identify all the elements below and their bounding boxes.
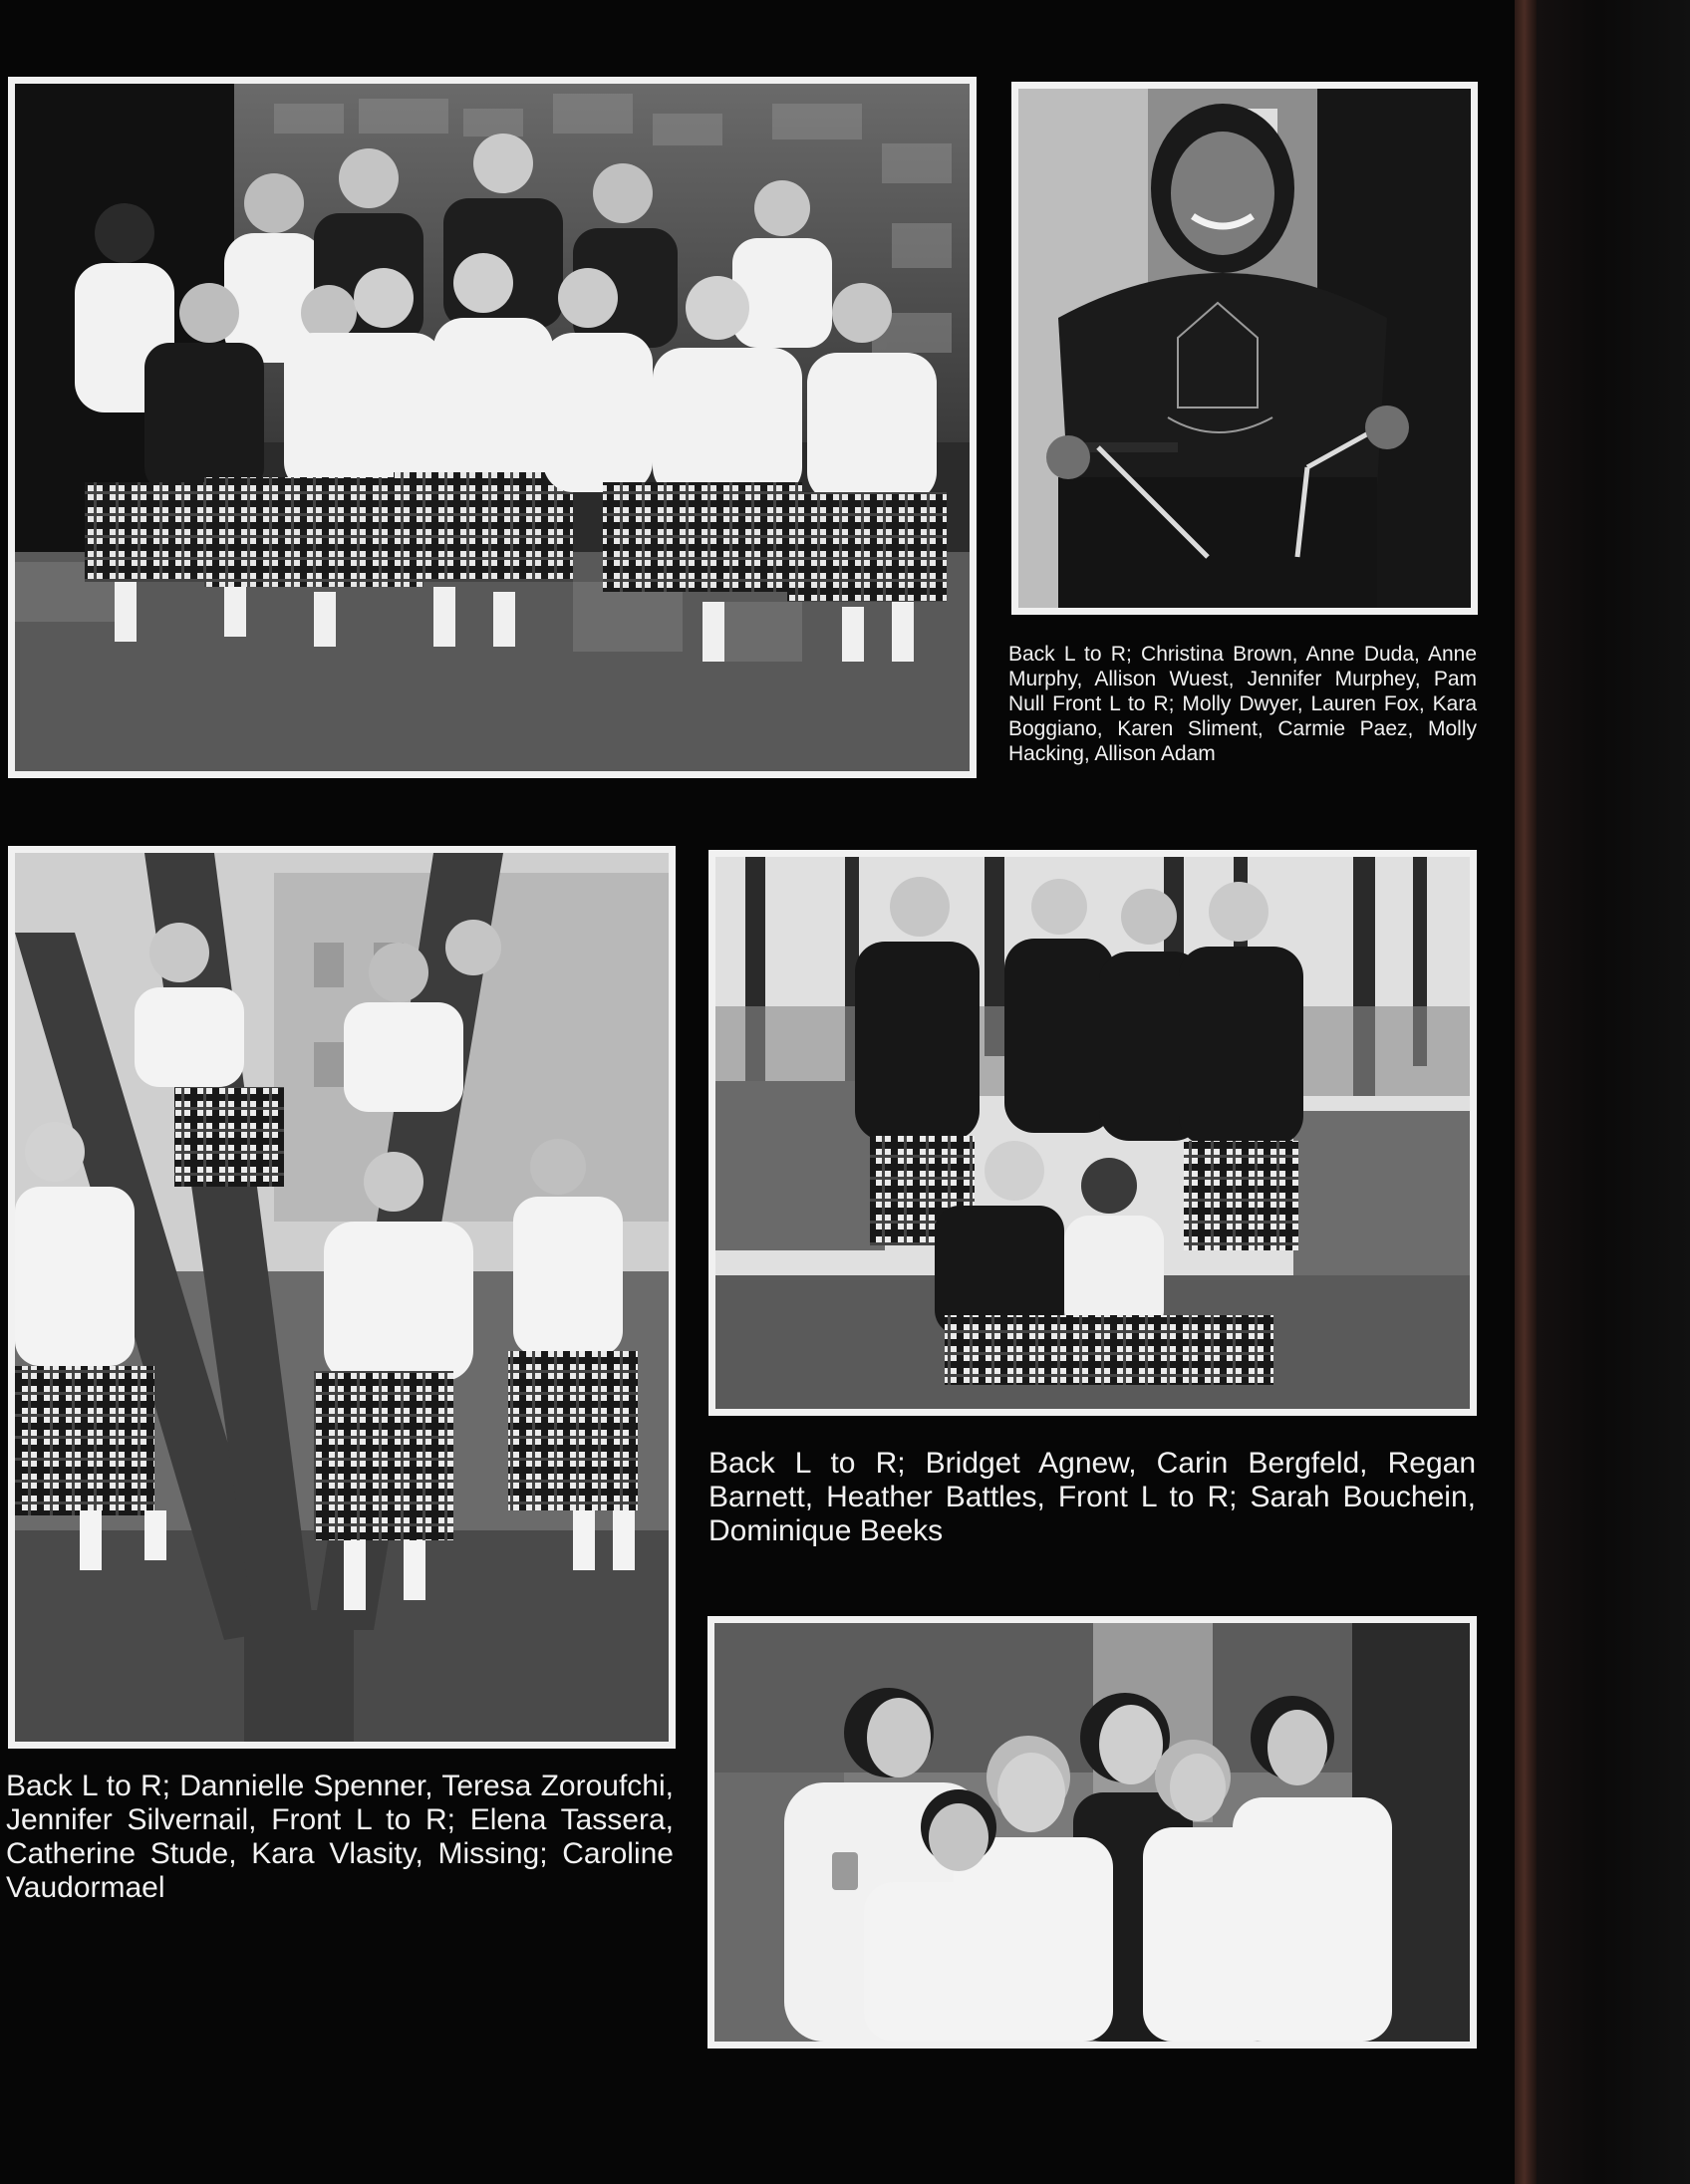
photo-group-wall: [708, 850, 1477, 1416]
page-gutter: [1537, 0, 1690, 2184]
photo-portrait-bike-image: [1018, 89, 1471, 608]
photo-group-candid: [707, 1616, 1477, 2048]
photo-group-tree-image: [15, 853, 669, 1742]
photo-group-bench-image: [15, 84, 970, 771]
photo-portrait-bike: [1011, 82, 1478, 615]
photo-group-candid-image: [714, 1623, 1470, 2042]
photo-group-wall-image: [715, 857, 1470, 1409]
photo-group-bench: [8, 77, 977, 778]
photo-group-tree: [8, 846, 676, 1749]
caption-top-right: Back L to R; Christina Brown, Anne Duda, Anne Murphy, Allison Wuest, Jennifer Murphey, Pam Null Front L to R; Molly Dwyer, Lauren Fox, Kara Boggiano, Karen Sliment, Carmie Paez, Molly Hacking, Allison Adam: [1008, 643, 1477, 765]
page-edge: [1515, 0, 1537, 2184]
caption-bottom-left: Back L to R; Dannielle Spenner, Teresa Zoroufchi, Jennifer Silvernail, Front L to R; Elena Tassera, Catherine Stude, Kara Vlasity, Missing; Caroline Vaudormael: [6, 1770, 674, 1904]
caption-middle-right: Back L to R; Bridget Agnew, Carin Bergfeld, Regan Barnett, Heather Battles, Front L to R; Sarah Bouchein, Dominique Beeks: [708, 1447, 1476, 1547]
